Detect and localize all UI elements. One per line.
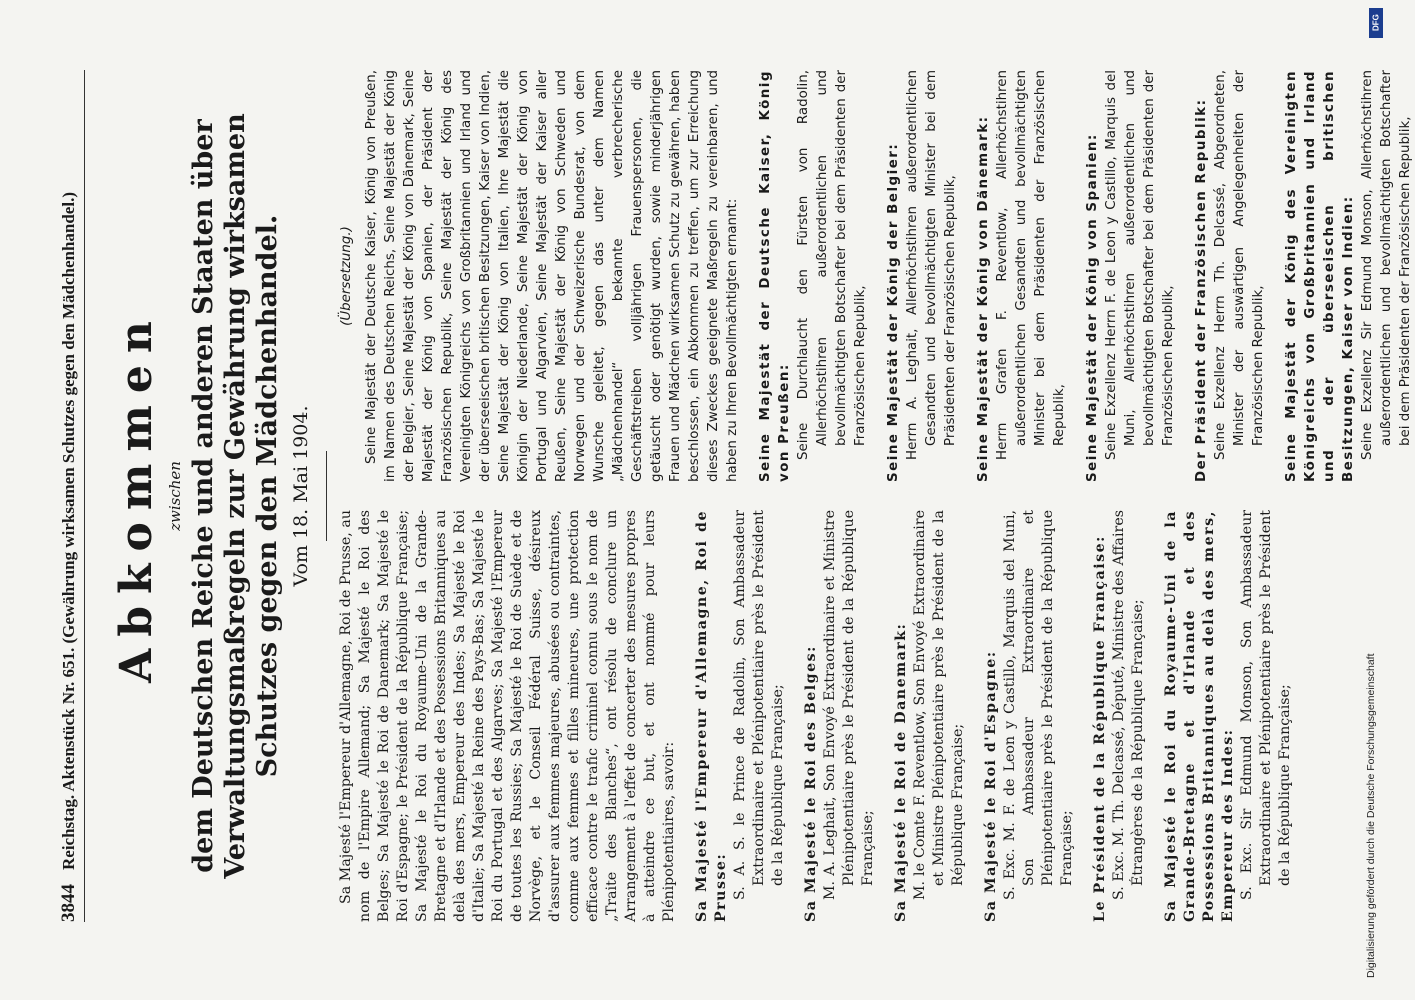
title-connector: zwischen	[166, 461, 184, 531]
party-representative: Seine Exzellenz Sir Edmund Monson, Allerhöchstihren außerordentlichen und bevollmächtigten Botschafter bei dem Präsidenten der Französischen Republik,	[1360, 70, 1413, 460]
german-party	[1083, 70, 1178, 482]
document-subtitle: dem Deutschen Reiche und anderen Staaten über Verwaltungsmaßregeln zur Gewährung wirksamen Schutzes gegen den Mädchenhandel.	[188, 113, 283, 879]
document-title: Abkommen	[111, 309, 162, 683]
title-divider	[326, 451, 327, 541]
translation-note: (Übersetzung.)	[339, 226, 354, 326]
party-head: Der Präsident der Französischen Republik:	[1194, 98, 1209, 482]
party-representative: S. Exc. M. Th. Delcassé, Député, Ministre des Affaires Étrangères de la République Française;	[1111, 510, 1146, 900]
party-head: Seine Majestät der Deutsche Kaiser, König von Preußen:	[758, 70, 792, 482]
french-preamble: Sa Majesté l'Empereur d'Allemagne, Roi de Prusse, au nom de l'Empire Allemand; Sa Majesté le Roi des Belges; Sa Majesté le Roi de Danemark; Sa Majesté le Roi d'Espagne; le Président de la République Française; Sa Majesté le Roi du Royaume-Uni de la Grande-Bretagne et d'Irlande et des Possessions Britanniques au delà des mers, Empereur des Indes; Sa Majesté le Roi d'Italie; Sa Majesté la Reine des Pays-Bas; Sa Majesté le Roi du Portugal et des Algarves; Sa Majesté l'Empereur de toutes les Russies; Sa Majesté le Roi de Suède et de Norvège, et le Conseil Fédéral Suisse, désireux d'assurer aux femmes majeures, abusées ou contraintes, comme aux femmes et filles mineures, une protection efficace contre le trafic criminel connu sous le nom de „Traite des Blanches“, ont résolu de conclure un Arrangement à l'effet de concerter des mesures propres à atteindre ce but, et ont nommé pour leurs Plénipotentiaires, savoir:	[338, 510, 677, 922]
party-representative: Seine Exzellenz Herrn F. de Leon y Castillo, Marquis del Muni, Allerhöchstihren außerordentlichen und bevollmächtigten Botschafter bei dem Präsidenten der Französischen Republik,	[1104, 70, 1176, 460]
party-head: Sa Majesté le Roi d'Espagne:	[983, 650, 999, 922]
german-column	[337, 70, 1415, 482]
party-head: Seine Majestät der König der Belgier:	[886, 142, 901, 482]
party-head: Seine Majestät der König des Vereinigten Königreichs von Großbritannien und Irland und der überseeischen britischen Besitzungen, Kaiser von Indien:	[1284, 70, 1356, 482]
german-preamble: Seine Majestät der Deutsche Kaiser, König von Preußen, im Namen des Deutschen Reichs, Seine Majestät der König der Belgier, Seine Majestät der König von Dänemark, Seine Majestät der König von Spanien, der Präsident der Französischen Republik, Seine Majestät der König des Vereinigten Königreichs von Großbritannien und Irland und der überseeischen britischen Besitzungen, Kaiser von Indien, Seine Majestät der König von Italien, Ihre Majestät die Königin der Niederlande, Seine Majestät der König von Portugal und Algarvien, Seine Majestät der Kaiser aller Reußen, Seine Majestät der König von Schweden und Norwegen und der Schweizerische Bundesrat, von dem Wunsche geleitet, gegen das unter dem Namen „Mädchenhandel“ bekannte verbrecherische Geschäftstreiben volljährigen Frauenspersonen, die getäuscht oder genötigt wurden, sowie minderjährigen Frauen und Mädchen wirksamen Schutz zu gewähren, haben beschlossen, ein Abkommen zu treffen, um zur Erreichung dieses Zweckes geeignete Maßregeln zu vereinbaren, und haben zu Ihren Bevollmächtigten ernannt:	[364, 70, 740, 482]
party-head: Seine Majestät der König von Dänemark:	[976, 115, 991, 482]
german-party	[974, 70, 1069, 482]
german-party	[1282, 70, 1415, 482]
french-column	[337, 510, 1415, 922]
party-representative: S. A. S. le Prince de Radolin, Son Ambassadeur Extraordinaire et Plénipotentiaire près le Président de la République Française;	[732, 510, 786, 900]
party-representative: Herrn A. Leghait, Allerhöchstihren außerordentlichen Gesandten und bevollmächtigten Minister bei dem Präsidenten der Französischen Republik,	[905, 70, 958, 460]
document-date: Vom 18. Mai 1904.	[290, 405, 312, 587]
page-number: 3844	[58, 884, 79, 922]
party-head: Sa Majesté l'Empereur d'Allemagne, Roi de Prusse:	[694, 510, 729, 922]
party-head: Sa Majesté le Roi du Royaume-Uni de la Grande-Bretagne et d'Irlande et des Possessions Britanniques au delà des mers, Empereur des Indes:	[1163, 510, 1236, 922]
french-party	[802, 510, 878, 922]
german-party	[1192, 70, 1268, 482]
party-representative: Seine Exzellenz Herrn Th. Delcassé, Abgeordneten, Minister der auswärtigen Angelegenheiten der Französischen Republik,	[1213, 70, 1266, 460]
french-party	[892, 510, 968, 922]
french-party	[1091, 510, 1148, 922]
french-party	[1162, 510, 1295, 922]
party-head: Le Président de la République Française:	[1092, 535, 1108, 922]
party-representative: S. Exc. M. F. de Leon y Castillo, Marquis del Muni, Son Ambassadeur Extraordinaire et Plénipotentiaire près le Président de la République Française;	[1002, 510, 1075, 900]
digitization-stamp-text: Digitalisierung gefördert durch die Deutsche Forschungsgemeinschaft	[1365, 653, 1377, 978]
running-title: Reichstag. Aktenstück Nr. 651. (Gewährung wirksamen Schutzes gegen den Mädchenhandel.)	[59, 192, 78, 870]
german-party	[756, 70, 870, 482]
german-party	[884, 70, 960, 482]
french-party	[982, 510, 1077, 922]
running-header	[58, 70, 85, 922]
french-party	[693, 510, 788, 922]
dfg-logo: DFG	[1369, 8, 1383, 38]
party-representative: S. Exc. Sir Edmund Monson, Son Ambassadeur Extraordinaire et Plénipotentiaire près le Président de la République Française;	[1239, 510, 1293, 900]
digitization-stamp	[1365, 48, 1381, 978]
party-representative: M. le Comte F. Reventlow, Son Envoyé Extraordinaire et Ministre Plénipotentiaire près le Président de la République Française;	[912, 510, 966, 900]
party-head: Sa Majesté le Roi des Belges:	[803, 645, 819, 922]
party-head: Sa Majesté le Roi de Danemark:	[893, 622, 909, 922]
title-block	[111, 70, 327, 922]
party-head: Seine Majestät der König von Spanien:	[1085, 133, 1100, 482]
party-representative: Herrn Grafen F. Reventlow, Allerhöchstihren außerordentlichen Gesandten und bevollmächtigten Minister bei dem Präsidenten der Französischen Republik,	[995, 70, 1067, 460]
party-representative: Seine Durchlaucht den Fürsten von Radolin, Allerhöchstihren außerordentlichen und bevollmächtigten Botschafter bei dem Präsidenten der Französischen Republik,	[796, 70, 868, 460]
party-representative: M. A. Leghait, Son Envoyé Extraordinaire et Ministre Plénipotentiaire près le Président de la République Française;	[822, 510, 876, 900]
text-columns	[337, 70, 1415, 922]
